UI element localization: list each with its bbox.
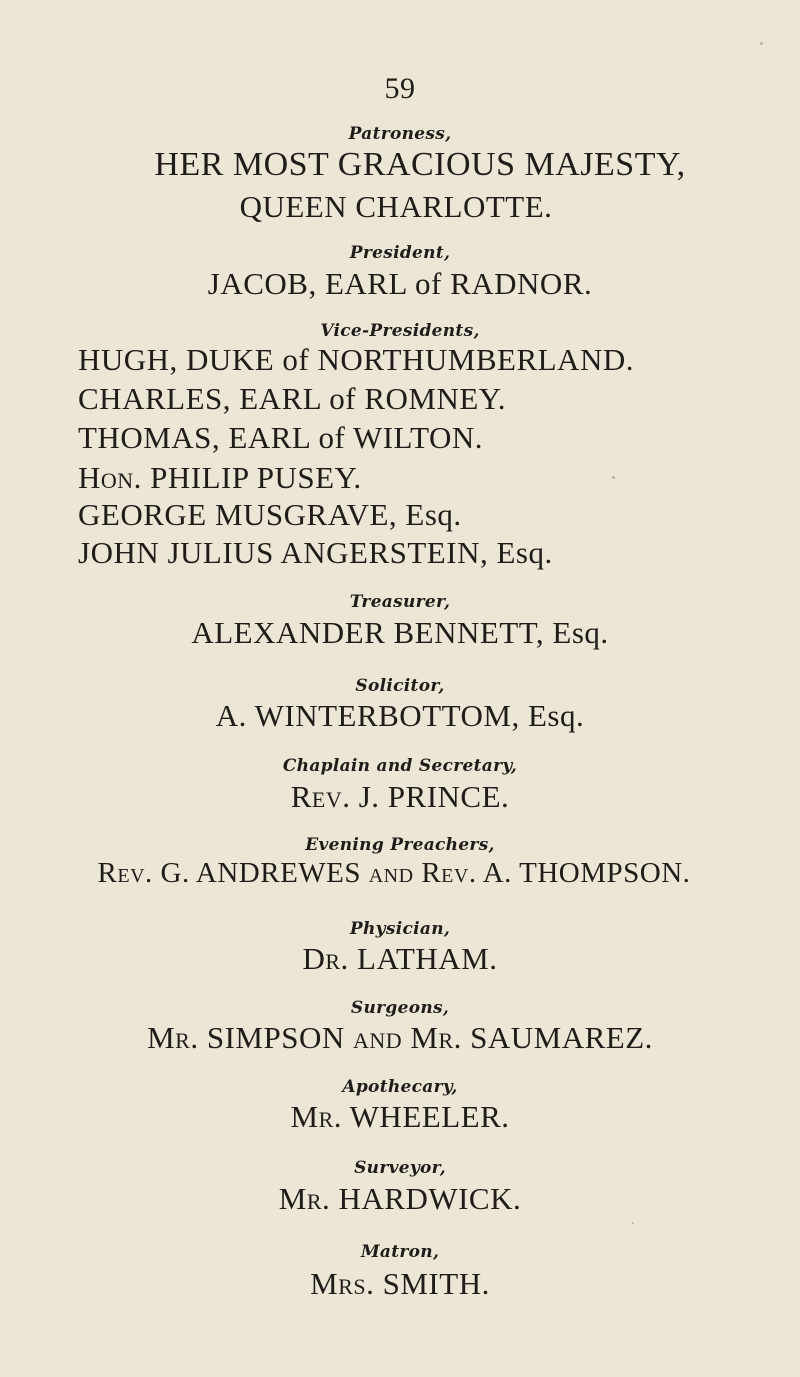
surgeons-names: Mr. SIMPSON and Mr. SAUMAREZ.	[147, 1020, 653, 1055]
page-number: 59	[384, 72, 416, 105]
surveyor-label: Surveyor,	[354, 1158, 446, 1178]
vice-presidents-label: Vice-Presidents,	[320, 321, 480, 341]
patroness-label: Patroness,	[348, 124, 452, 144]
solicitor-name: A. WINTERBOTTOM, Esq.	[215, 698, 585, 733]
apothecary-name: Mr. WHEELER.	[290, 1099, 510, 1134]
surveyor-name: Mr. HARDWICK.	[278, 1181, 522, 1216]
matron-label: Matron,	[360, 1242, 440, 1262]
treasurer-name: ALEXANDER BENNETT, Esq.	[191, 615, 609, 650]
physician-name: Dr. LATHAM.	[302, 941, 498, 976]
matron-name: Mrs. SMITH.	[310, 1266, 490, 1301]
apothecary-label: Apothecary,	[342, 1077, 458, 1097]
vice-president-4: Hon. PHILIP PUSEY.	[78, 460, 362, 495]
paper-speck	[612, 476, 615, 479]
president-label: President,	[349, 243, 451, 263]
evening-preachers-names: Rev. G. ANDREWES and Rev. A. THOMPSON.	[97, 857, 691, 889]
chaplain-name: Rev. J. PRINCE.	[290, 779, 510, 814]
vice-president-1: HUGH, DUKE of NORTHUMBERLAND.	[78, 342, 634, 377]
physician-label: Physician,	[349, 919, 451, 939]
vice-president-3: THOMAS, EARL of WILTON.	[78, 420, 484, 455]
paper-speck	[632, 1222, 634, 1224]
vice-president-6: JOHN JULIUS ANGERSTEIN, Esq.	[78, 535, 553, 570]
solicitor-label: Solicitor,	[355, 676, 445, 696]
president-name: JACOB, EARL of RADNOR.	[207, 266, 593, 301]
treasurer-label: Treasurer,	[349, 592, 451, 612]
vice-president-5: GEORGE MUSGRAVE, Esq.	[78, 497, 462, 532]
vice-president-2: CHARLES, EARL of ROMNEY.	[78, 381, 506, 416]
surgeons-label: Surgeons,	[350, 998, 450, 1018]
paper-speck	[760, 42, 763, 45]
evening-preachers-label: Evening Preachers,	[305, 835, 495, 855]
patroness-line-2: QUEEN CHARLOTTE.	[239, 189, 553, 224]
chaplain-label: Chaplain and Secretary,	[282, 756, 518, 776]
patroness-line-1: HER MOST GRACIOUS MAJESTY,	[154, 146, 686, 183]
